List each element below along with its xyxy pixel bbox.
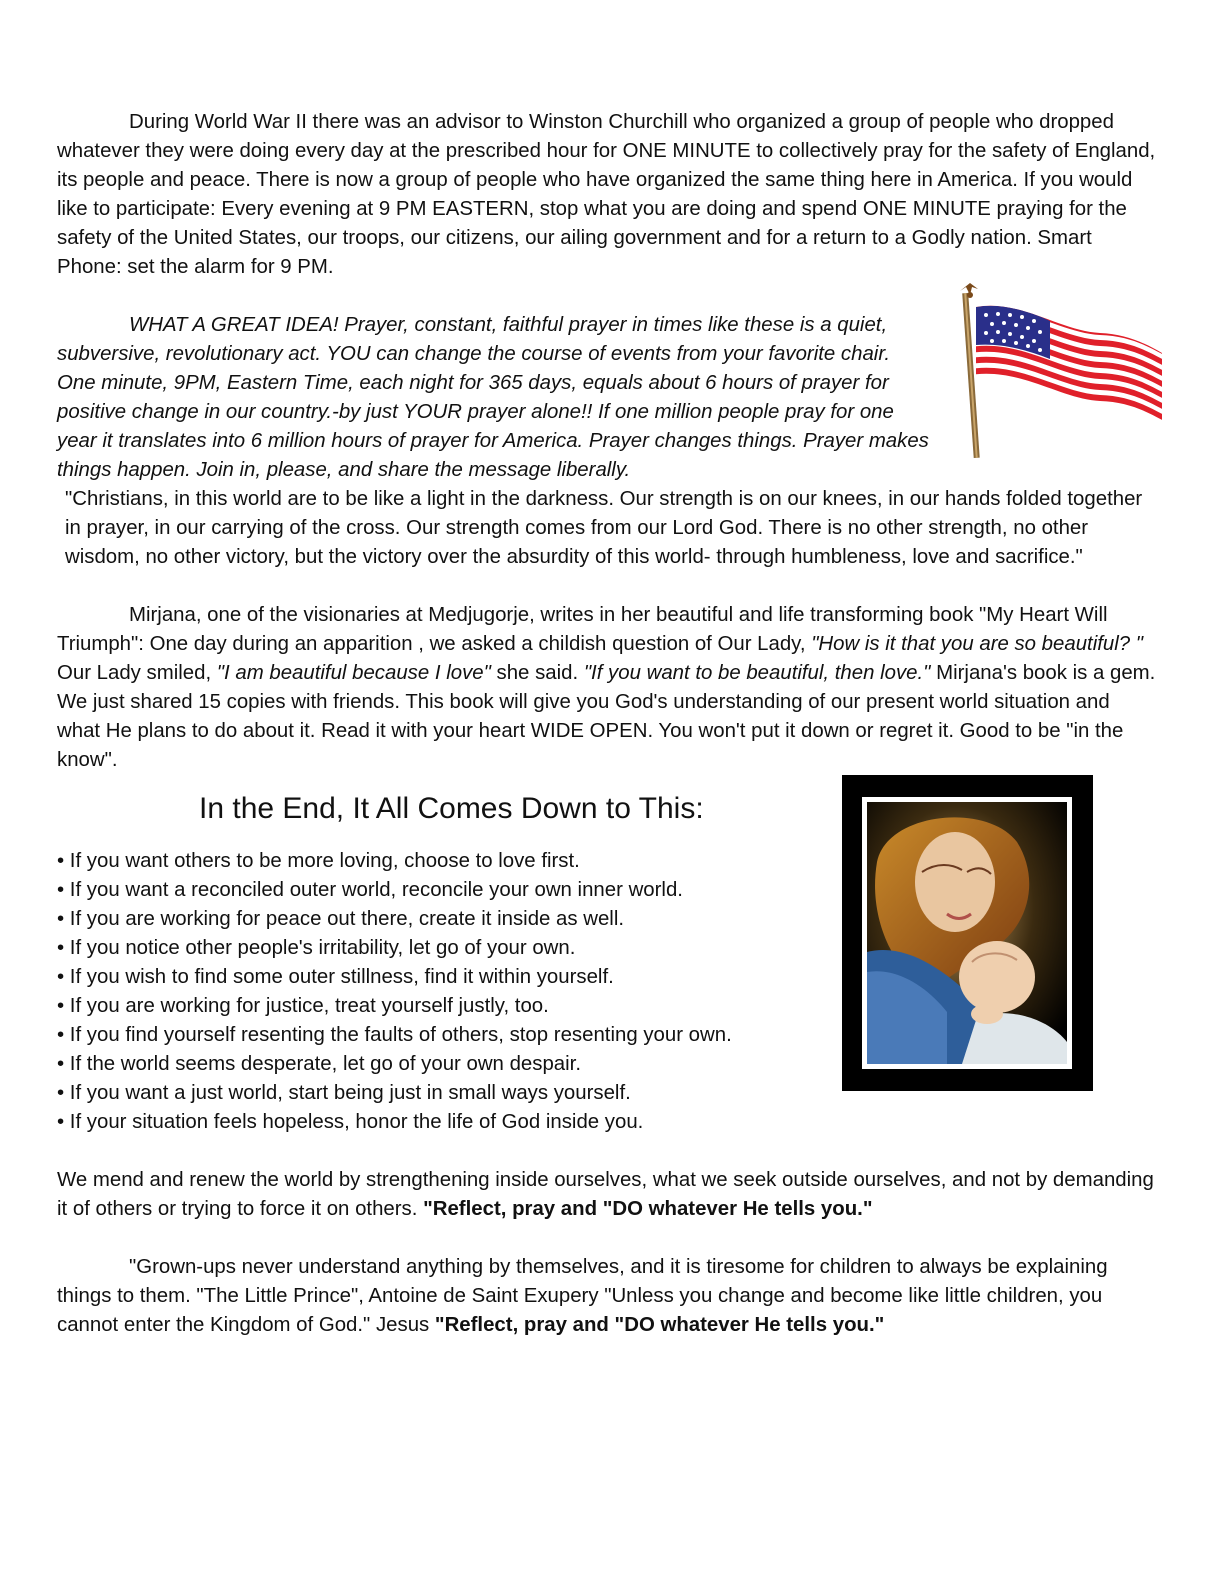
section-heading: In the End, It All Comes Down to This: <box>199 792 704 825</box>
list-item: • If your situation feels hopeless, honor the life of God inside you. <box>57 1111 644 1133</box>
reflect-pray-bold: "Reflect, pray and "DO whatever He tells you." <box>423 1198 873 1220</box>
reflect-pray-bold-2: "Reflect, pray and "DO whatever He tells you." <box>434 1314 885 1336</box>
little-prince-text: "Grown-ups never understand anything by themselves, and it is tiresome for children to always be explaining things to them. "The Little Prince", Antoine de Saint Exupery "Unless you change and become like little children, you cannot enter the Kingdom of God." Jesus <box>57 1256 1108 1336</box>
madonna-and-child-icon <box>842 775 1093 1091</box>
paragraph-mirjana <box>57 601 1157 775</box>
document-page <box>57 108 1157 1340</box>
paragraph-mend-renew <box>57 1166 1157 1224</box>
american-flag-icon <box>950 281 1165 461</box>
paragraph-churchill: During World War II there was an advisor to Winston Churchill who organized a group of people who dropped whatever they were doing every day at the prescribed hour for ONE MINUTE to collectively pray for the safety of England, its people and peace. There is now a group of people who have organized the same thing here in America. If you would like to participate: Every evening at 9 PM EASTERN, stop what you are doing and spend ONE MINUTE praying for the safety of the United States, our troops, our citizens, our ailing government and for a return to a Godly nation. Smart Phone: set the alarm for 9 PM. <box>57 111 1156 278</box>
list-item: • If you want a reconciled outer world, reconcile your own inner world. <box>57 879 683 901</box>
mirjana-quote-then-love: "If you want to be beautiful, then love." <box>583 662 931 684</box>
list-item: • If you notice other people's irritability, let go of your own. <box>57 937 576 959</box>
mirjana-quote-beautiful: "How is it that you are so beautiful? " <box>811 633 1144 655</box>
mirjana-text-a: Mirjana, one of the visionaries at Medjugorje, writes in her beautiful and life transforming book "My Heart Will Triumph": One day during an apparition , we asked a childish question of Our Lady, <box>57 604 1108 655</box>
mirjana-text-e: she said. <box>490 662 584 684</box>
list-item: • If the world seems desperate, let go of your own despair. <box>57 1053 581 1075</box>
list-item: • If you wish to find some outer stillness, find it within yourself. <box>57 966 614 988</box>
list-item: • If you find yourself resenting the faults of others, stop resenting your own. <box>57 1024 732 1046</box>
paragraph-christians-quote: "Christians, in this world are to be like a light in the darkness. Our strength is on our knees, in our hands folded together in prayer, in our carrying of the cross. Our strength comes from our Lord God. There is no other strength, no other wisdom, no other victory, but the victory over the absurdity of this world- through humbleness, love and sacrifice." <box>65 488 1143 568</box>
list-item: • If you are working for justice, treat yourself justly, too. <box>57 995 549 1017</box>
list-item: • If you are working for peace out there, create it inside as well. <box>57 908 625 930</box>
mirjana-text-c: Our Lady smiled, <box>57 662 217 684</box>
list-item: • If you want a just world, start being just in small ways yourself. <box>57 1082 631 1104</box>
mirjana-quote-love: "I am beautiful because I love" <box>216 662 491 684</box>
mirjana-text-g: Mirjana's book is a gem. We just shared 15 copies with friends. This book will give you God's understanding of our present world situation and what He plans to do about it. Read it with your heart WIDE OPEN. You won't put it down or regret it. Good to be "in the know". <box>57 662 1156 771</box>
paragraph-great-idea: WHAT A GREAT IDEA! Prayer, constant, faithful prayer in times like these is a quiet, subversive, revolutionary act. YOU can change the course of events from your favorite chair. One minute, 9PM, Eastern Time, each night for 365 days, equals about 6 hours of prayer for positive change in our country.-by just YOUR prayer alone!! If one million people pray for one year it translates into 6 million hours of prayer for America. Prayer changes things. Prayer makes things happen. Join in, please, and share the message liberally. <box>57 314 929 481</box>
paragraph-little-prince <box>57 1253 1157 1340</box>
list-item: • If you want others to be more loving, choose to love first. <box>57 850 580 872</box>
mend-text: We mend and renew the world by strengthening inside ourselves, what we seek outside ourselves, and not by demanding it of others or trying to force it on others. <box>57 1169 1154 1220</box>
